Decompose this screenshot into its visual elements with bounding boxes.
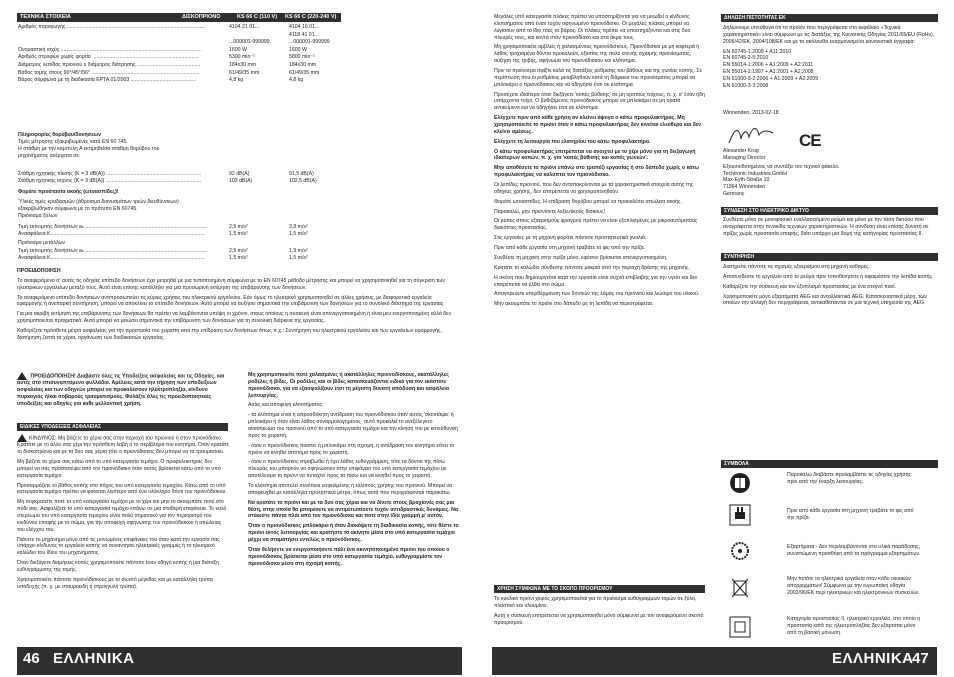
warning-box	[17, 372, 229, 408]
safety-paragraph: Μην ακουμπάτε το πριόνι στο δάπεδο με τη λεπίδα να περιστρέφεται.	[494, 301, 654, 308]
noise-title: Πληροφορίες θορύβου/δονήσεων	[18, 132, 101, 138]
kickback-paragraph: - όταν ο πριονόδισκος στραβωθεί ή έχει λάθος ευθυγράμμιση, τότε τα δόντια της πίσω πλευράς του μπορούν να σφηνώσουν στην επιφάνεια του υπό κατεργασία τεμαχίου με αποτέλεσμα το πριόνι να πεταχτεί προς τα πίσω και να κινηθεί προς το χειριστή.	[248, 459, 447, 480]
caution-block	[17, 268, 455, 345]
bin-icon	[729, 576, 751, 598]
standard-item: EN 55014-2:1997 + A1:2001 + A2:2008	[723, 69, 814, 76]
safety-paragraph: Ο κάτω προφυλακτήρας επιτρέπεται να ανοιχτεί με το χέρι μόνο για τη διεξαγωγή ιδιαίτερων κοπών, π. χ. για 'κοπές βύθισης και κοπές γωνιών'.	[494, 148, 696, 162]
connection-text: Συνδέετε μόνο σε μονοφασικό εναλλασσόμενο ρεύμα και μόνο με την τάση δικτύου που αναγράφεται στην πινακίδα τεχνικών χαρακτηριστικών. Η σύνδεση είναι επίσης δυνατή σε πρίζες χωρίς προστασία επαφής, διότι υπάρχει μια δομή της κατηγορίας προστασίας II.	[723, 217, 929, 237]
kickback-paragraph: Το κλότσημα αποτελεί συνέπεια εσφαλμένης ή ελλιπούς χρήσης του πριονιού. Μπορεί να αποφευχθεί με κατάλληλα προληπτικά μέτρα, όπως αυτά που περιγράφονται παρακάτω.	[248, 483, 453, 496]
standard-item: EN 61000-3-2:2006 + A1:2009 + A2:2009	[723, 76, 819, 83]
kickback-paragraph: Αιτίες και αποφυγή κλοτσήματος:	[248, 402, 324, 409]
standard-item: EN 60745-1:2009 + A11:2010	[723, 48, 792, 55]
spec-label: Αριθμός παραγωγής ................................................................................................	[18, 24, 206, 30]
safety-paragraph: ΚΙΝΔΥΝΟΣ: Μη βάζετε τα χέρια σας στην περιοχή του πριονιού ή στον πριονόδισκο. Κρατάτε με το άλλο σας χέρι την πρόσθετη λαβή ή το περίβλημα του κινητήρα. Όταν κρατάτε το δισκοπρίονο και με τα δυο σας χέρια τότε ο πριονόδισκος δεν μπορεί να τα τραυματίσει.	[17, 435, 229, 456]
maintenance-paragraph: Αποσυνδέστε το εργαλείο από το ρεύμα πριν τοποθετήσετε ή αφαιρέσετε την λεπίδα κοπής.	[723, 273, 934, 280]
spec-label: Ονομαστική ισχύς ..................................................................................................	[18, 46, 202, 53]
signer-name: Alexander Krug	[723, 148, 759, 154]
auth-line: Techtronic Industries GmbH	[723, 170, 788, 177]
declaration-text	[723, 25, 935, 90]
spec-label: Τιμή εκπομπής δονήσεων aₕ ....................................................................................	[18, 248, 207, 254]
vib-line: Πριόνισμα ξύλων	[18, 212, 58, 219]
right-page	[477, 0, 954, 677]
vib-line: εξακριβωθήκαν σύμφωνα με το πρότυπο EN 60745.	[18, 205, 138, 212]
safety-paragraph: Μη βάζετε τα χέρια σας κάτω από το υπό κατεργασία τεμάχιο. Ο προφυλακτήρας δεν μπορεί να σας προστατέψει από τον πριονόδισκο όταν αυτός βρίσκεται κάτω από το υπό κατεργασία τεμάχιο.	[17, 458, 221, 479]
symbol-row	[729, 472, 929, 502]
noise-block	[18, 132, 338, 159]
spec-label: Τιμή εκπομπής δονήσεων aₕ ....................................................................................	[18, 224, 207, 230]
spec-value-230v: 3,8 m/s²	[289, 224, 308, 230]
special-safety-header: ΕΙΔΙΚΕΣ ΥΠΟΔΕΙΞΕΙΣ ΑΣΦΑΛΕΙΑΣ	[17, 423, 228, 431]
auth-line: Germany	[723, 191, 745, 198]
kickback-paragraph: Να κρατάτε το πριόνι και με τα δυο σας χέρια και να δίνετε στους βραχίονές σας μια θέση, στην οποία θα μπορέσετε να αντιμετωπίσετε τυχόν αντιδραστικές δυνάμεις. Να στέκεστε πάντα πλάι από τον πριονόδισκο και ποτέ στην ίδια γραμμή μ' αυτόν.	[248, 499, 459, 520]
symbols-header: ΣΥΜΒΟΛΑ	[721, 460, 938, 468]
connection-header: ΣΥΝΔΕΣΗ ΣΤΟ ΗΛΕΚΤΡΙΚΟ ΔΙΚΤΥΟ	[721, 207, 938, 215]
spec-value-110v: 1600 W	[229, 46, 247, 53]
ce-mark: CE	[799, 131, 821, 150]
safety-paragraph: Φοράτε ωτοασπίδες. Η επίδραση θορύβου μπορεί να προκαλέσει απώλεια ακοής.	[494, 198, 682, 205]
standard-item: EN 61000-3-3:2008	[723, 82, 769, 89]
spec-value-230v: 1,5 m/s²	[289, 231, 308, 238]
kickback-paragraph: Όταν θελήσετε να ενεργοποιήσετε πάλι ένα ακινητοποιημένο πριόνι του οποίου ο πριονόδισκος βρίσκεται μέσα στο υπό κατεργασία τεμάχιο, ευθυγραμμίστε τον πριονόδισκο μέσα στη σχισμή κοπής.	[248, 546, 450, 567]
safety-paragraph: Προσαρμόζετε το βάθος κοπής στο πάχος του υπό κατεργασία τεμαχίου. Κάτω από το υπό κατεργασία τεμάχιο πρέπει να φαίνεται λιγότερο από ένα ολόκληρο δόντι του πριονόδισκου.	[17, 482, 227, 496]
noise-line: μηχανήματος ανέρχεται σε:	[18, 152, 81, 159]
spec-col1: KS 66 C (110 V)	[237, 14, 278, 20]
safety-paragraph: Χρησιμοποιείτε πάντοτε πριονόδισκους με το σωστό μέγεθος και με κατάλληλη τρύπα υποδοχής (π. χ. με σταυροειδή ή στρογγυλή τρύπα).	[17, 576, 213, 590]
kickback-text	[248, 372, 460, 570]
spec-label: Αριθμός στροφών χωρίς φορτίο ..........................................................................	[18, 54, 199, 61]
safety-paragraph: Στις εργασίες με τη μηχανή φοράτε πάντοτε προστατευτικά γυαλιά.	[494, 235, 647, 242]
spec-value-230v: 102,5 dB(A)	[289, 178, 317, 185]
auth-line: 71364 Winnenden	[723, 184, 766, 191]
safety-paragraph: Μεγάλες υπό κατεργασία πλάκες πρέπει να υποστηρίζονται για να μειωθεί ο κίνδυνος κλοτσήματος από έναν τυχόν σφηνωμένο πριονόδισκο. Οι μεγάλες πλάκες μπορεί να λυγίσουν από το ίδιο τους το βάρος. Οι πλάκες πρέπει να υποστηρίζονται και στις δυο πλευρές τους, και κοντά στον πριονόδισκο και στα άκρα τους.	[494, 14, 691, 41]
safety-paragraph: Παρακαλώ, μην πριονίσετε λοξευτικούς δίσκους!	[494, 208, 605, 215]
safety-paragraph: Κρατάτε το καλώδιο σύνδεσης πάντοτε μακριά από την περιοχή δράσης της μηχανής.	[494, 264, 690, 271]
spec-value-110v: 184x30 mm	[229, 62, 257, 68]
maintenance-paragraph: Χρησιμοποιείτε μόνο εξαρτήματα AEG και ανταλλακτικά AEG. Κατασκευαστικά μέρη, των οποίων την αλλαγή δεν περιγράφεται, αντικαθίστανται σε μια τεχνική υπηρεσία της AEG.	[723, 293, 927, 307]
spec-value-230v: 4,8 kg	[289, 77, 304, 84]
safety-paragraph: Μη χρησιμοποιείτε αμβλείς ή χαλασμένους πριονόδισκους. Πριονόδισκοι με μη κοφτερά ή λάθος τροχισμένα δόντια προκαλούν, εξαιτίας της πολύ στενής σχισμής πριονίσματος, αύξηση της τριβής, σφήνωμα του πριονόδισκου και κλότσημα.	[494, 44, 700, 65]
safety-paragraph: Πιάνετε το μηχάνημα μόνο από τις μονωμένες επιφάνειες του όταν κατά την εργασία σας υπάρχει κίνδυνος το εργαλείο κοπής να συναντήσει ηλεκτρικές γραμμές ή το ηλεκτρικό καλώδιο του ίδιου του μηχανήματος.	[17, 536, 220, 557]
caution-paragraph: Το αναφερόμενο σ' αυτές τις οδηγίες επίπεδο δονήσεων έχει μετρηθεί με μια τυποποιημένη σύμφωνα με το EN 60745 μέθοδο μέτρησης και μπορεί να χρησιμοποιηθεί για τη σύγκριση των ηλεκτρικών εργαλείων μεταξύ τους. Αυτό είναι επίσης κατάλληλο για μια προσωρινή εκτίμηση της επιβάρυνσης των δονήσεων.	[17, 277, 445, 291]
maintenance-text	[723, 264, 935, 310]
caution-paragraph: Για μια ακριβή εκτίμηση της επιβάρυνσης των δονήσεων θα πρέπει να λαμβάνονται υπόψη οι χρόνοι, στους οποίους η συσκευή είναι απενεργοποιημένη ή είναι μεν ενεργοποιημένη αλλά δεν χρησιμοποιείται πραγματικά. Αυτό μπορεί να μειώσει σημαντικά την επιβάρυνση των δονήσεων για τη συνολική διάρκεια της εργασίας.	[17, 311, 452, 325]
spec-value-230v: ...000001-999999	[289, 39, 330, 46]
safety-paragraph: Ελέγχετε τη λειτουργία του ελατηρίου του κάτω προφυλακτήρα.	[494, 138, 651, 145]
spec-label: Βάθος τομής στους 90°/45°/56° ...........................................................................	[18, 69, 200, 76]
symbol-row	[729, 504, 929, 538]
ear-note: Φοράτε προστασία ακοής (ωτοασπίδες)!	[18, 189, 119, 195]
caution-paragraph: Το αναφερόμενο επίπεδο δονήσεων αντιπροσωπεύει τις κύριες χρήσεις του ηλεκτρικού εργαλείου. Εάν όμως το ηλεκτρικό χρησιμοποιηθεί σε άλλες χρήσεις, με διαφορετικά εργαλεία εφαρμογής ή ανεπαρκή συντήρηση, μπορεί να αποκλίνει το επίπεδο δονήσεων. Αυτό μπορεί να αυξήσει σημαντικά την επιβάρυνση των δονήσεων για το συνολικό διάστημα της εργασίας.	[17, 294, 445, 308]
usage-text	[494, 596, 706, 629]
plug-icon	[729, 504, 751, 526]
usage-header: ΧΡΗΣΗ ΣΥΜΦΩΝΑ ΜΕ ΤΟ ΣΚΟΠΟ ΠΡΟΟΡΙΣΜΟΥ	[494, 585, 705, 593]
auth-line: Εξουσιοδοτημένος να συντάξει τον τεχνικό φάκελο.	[723, 163, 840, 170]
safety-paragraph: Οι ρύπες στους εξαερισμούς φραγμού πρέπει να είναι εξοπλισμένες με μικροαυτόματους διακόπτες προστασίας.	[494, 218, 698, 232]
noise-line: Τιμές μέτρησης εξακριβωμένες κατά EN 60 745.	[18, 138, 128, 145]
spec-value-110v: 92 dB(A)	[229, 171, 250, 177]
spec-value-110v: 2,5 m/s²	[229, 224, 248, 230]
noise-line: Η στάθμη με την καμπύλη A εκτιμηθείσα στάθμη θορύβου του	[18, 145, 160, 152]
spec-value-110v: 61/49/35 mm	[229, 69, 260, 76]
declaration-place: Winnenden, 2013-02-18	[723, 110, 779, 116]
maintenance-paragraph: Καθαρίζετε την συσκευή και τον εξοπλισμό προστασίας με ένα στεγνό πανί.	[723, 283, 896, 290]
safety-paragraph: Προσέχετε ιδιαίτερα όταν διεξάγετε 'κοπές βύθισης' σε μη ορατούς τοίχους, π. χ. σ' έναν ήδη υπάρχοντα τοίχο. Ο βυθιζόμενος πριονόδισκος μπορεί να μπλοκάρει σε μη ορατά αντικείμενα και να οδηγήσει έτσι σε κλότσημα.	[494, 91, 705, 112]
safety-paragraph: Οι λεπίδες πριονιού, που δεν ανταποκρίνονται με τα χαρακτηριστικά στοιχεία αυτής της οδηγίας χρήσης, δεν επιτρέπεται να χρησιμοποιηθούν.	[494, 182, 694, 195]
symbol-row	[729, 616, 929, 642]
safety-continued	[494, 14, 706, 311]
page-language: ΕΛΛΗΝΙΚΑ	[53, 650, 135, 667]
symbol-row	[729, 540, 929, 574]
spec-value-230v: 5800 min⁻¹	[289, 54, 315, 61]
usage-paragraph: Αυτή η συσκευή επιτρέπεται να χρησιμοποιηθεί μόνο σύμφωνα με τον αναφερόμενο σκοπό προορισμού.	[494, 612, 704, 626]
usage-paragraph: Το κυκλικό πριόνι χειρός χρησιμοποιείται για το πριόνισμα ευθύγραμμων τομών σε ξύλο, πλαστικό και αλουμίνιο.	[494, 596, 697, 609]
kickback-paragraph: Μη χρησιμοποιείτε ποτέ χαλασμένες ή ακατάλληλες πριονοδίσκους, ακατάλληλες ροδέλες ή βίδες. Οι ροδέλες και οι βίδες κατασκευάζονται ειδικά για τον εκάστοτε πριονόδισκο, για να εξασφαλίζουν έτσι τη μέγιστη δυνατή απόδοση και ασφάλεια λειτουργίας.	[248, 372, 450, 399]
danger-icon	[17, 434, 27, 442]
spec-value-230v: 1,9 m/s²	[289, 248, 308, 254]
safety-paragraph: Συνδέετε τη μηχανή στην πρίζα μόνο, εφόσον βρίσκεται απενεργοποιημένη.	[494, 254, 668, 261]
symbol-text: Πριν από κάθε εργασία στη μηχανή τραβάτε το φις από την πρίζα.	[787, 508, 914, 521]
page-language: ΕΛΛΗΝΙΚΑ	[832, 650, 914, 667]
spec-value-230v: 4104 16 01...	[289, 24, 320, 30]
page-number: 46	[23, 650, 40, 667]
maintenance-paragraph: Διατηρείτε πάντοτε τις σχισμές εξαερισμού στη μηχανή καθαρές.	[723, 264, 870, 270]
spec-label: Ανασφάλεια K...........................................................................................................	[18, 231, 205, 238]
signer-title: Managing Director	[723, 154, 766, 161]
vib-line: Ύλικές τιμές κραδασμών (άθροισμα διανυσμάτων τριών διευθύνσεων)	[18, 199, 179, 205]
page-number: 47	[912, 650, 929, 667]
maintenance-header: ΣΥΝΤΗΡΗΣΗ	[721, 253, 938, 261]
spec-value-110v: ...000001-999999	[229, 39, 270, 46]
standard-item: EN 60745-2-5:2010	[723, 55, 769, 62]
warning-text: ΠΡΟΕΙΔΟΠΟΙΗΣΗ! Διαβάστε όλες τις Υποδείξεις ασφαλείας και τις Οδηγίες, και αυτές στο επισυναπτόμενο φυλλάδιο. Αμέλειες κατά την τήρηση των υποδείξεων ασφαλείας και των οδηγιών μπορεί να προκαλέσουν ηλεκτροπληξία, κίνδυνο πυρκαγιάς ή/και σοβαρούς τραυματισμούς. Φυλάξτε όλες τις προειδοποιητικές υποδείξεις και οδηγίες για καθε μελλοντική χρήση.	[17, 373, 225, 407]
declaration-paragraph: Δηλώνουμε υπεύθυνα ότι το προϊόν που περιγράφεται στο κεφάλαιο «Τεχνικά χαρακτηριστικά» είναι σύμφωνο με τις διατάξεις της Κοινοτικής Οδηγίας 2011/65/EU (RoHs), 2006/42/EK, 2004/108/EK και με τα ακόλουθα εναρμονισμένα κανονιστικά έγγραφα:	[723, 25, 935, 45]
declaration-header: ΔΗΛΩΣΗ ΠΙΣΤΟΤΗΤΑΣ ΕΚ	[721, 14, 938, 22]
safety-paragraph: Μη συγκρατείτε ποτέ το υπό κατεργασία τεμάχιο με το χέρι και μην το ακουμπάτε ποτέ στο πόδι σας. Ασφαλίζετε το υπό κατεργασία τεμάχιο επάνω σε μια σταθερή επιφάνεια. Το καλό στερέωμα του υπό κατεργασία τεμαχίου είναι πολύ σημαντικό για τον περιορισμό του κινδύνου επαφής με το σώμα, για την αποφυγή σφήνωσης του πριονόδισκου ή απώλειας του ελέγχου του.	[17, 499, 227, 533]
metal-label: Πριόνισμα μετάλλων	[18, 240, 66, 246]
auth-line: Max-Eyth-Straße 10	[723, 177, 770, 184]
spec-value-110v: 103 dB(A)	[229, 178, 253, 185]
spec-label: Στάθμη ηχητικής πίεσης (K = 3 dB(A)) ..................................................................	[18, 171, 202, 177]
kickback-paragraph: Όταν ο πριονόδισκος μπλοκάρει ή όταν διακόψετε τη διαδικασία κοπής, τότε θέστε το πριόνι εκτός λειτουργίας και κρατήστε το ακίνητο μέσα στο υπό κατεργασία τεμάχιο μέχρι να σταματήσει εντελώς ο πριονόδισκος.	[248, 523, 459, 544]
signer-block	[723, 148, 935, 198]
safety-paragraph: Απαγορεύετε υπερθέρμανση των δοντιών της λάμας του πριονιού και λιώσιμο του υλικού.	[494, 291, 700, 298]
spec-value-110v: 2,5 m/s²	[229, 248, 248, 254]
spec-value-230v: 61/49/35 mm	[289, 69, 320, 76]
symbol-row	[729, 576, 929, 614]
spec-col0: ΔΙΣΚΟΠΡΙΟΝΟ	[182, 14, 221, 20]
spec-title: ΤΕΧΝΙΚΑ ΣΤΟΙΧΕΙΑ	[20, 14, 71, 20]
spec-value-230v: 184x30 mm	[289, 62, 317, 68]
page-footer-left	[17, 647, 462, 675]
special-safety-text	[17, 434, 229, 594]
vibration-block	[18, 199, 338, 220]
spec-value-230v: 1600 W	[289, 46, 307, 53]
spec-header	[17, 13, 341, 22]
warning-icon	[17, 372, 27, 380]
caution-title: ΠΡΟΕΙΔΟΠΟΙΗΣΗ	[17, 268, 61, 274]
spec-value-110v: 5300 min⁻¹	[229, 54, 255, 61]
spec-label: Διάμετρος λεπίδας πριονιού x διάμετρος διάτρησης ............................................	[18, 62, 201, 68]
spec-label: Στάθμη ηχητικής ισχύος (K = 3 dB(A)) ..................................................................	[18, 178, 201, 185]
spec-col2: KS 66 C (220-240 V)	[285, 14, 337, 20]
spec-value-230v: 4118 41 01...	[289, 31, 319, 38]
signature-image	[727, 123, 775, 147]
spec-value-110v: 4,8 kg	[229, 77, 244, 84]
safety-paragraph: Πριν από κάθε εργασία στη μηχανή τραβάτε το φις από την πρίζα.	[494, 245, 646, 252]
spec-value-230v: 1,5 m/s²	[289, 255, 308, 262]
symbol-text: Κατηγορία προστασίας II, ηλεκτρικό εργαλείο, στο οποίο η προστασία κατά της ηλεκτροπληξίας δεν εξαρτάται μόνο από τη βασική μόνωση.	[787, 616, 921, 636]
caution-paragraph: Καθορίζετε πρόσθετα μέτρα ασφαλείας για την προστασία του χειριστή από την επίδραση των δονήσεων όπως π.χ.: Συντήρηση του ηλεκτρικού εργαλείου και των εργαλείων εφαρμογής, διατήρηση ζεστά τα χέρια, οργάνωση των διαδικασιών εργασίας.	[17, 328, 442, 341]
spec-value-230v: 91,5 dB(A)	[289, 171, 314, 177]
spec-label: Ανασφάλεια K...........................................................................................................	[18, 255, 205, 262]
accessory-icon	[729, 540, 751, 562]
page-footer-right	[492, 647, 937, 675]
standard-item: EN 55014-1:2006 + A1:2009 + A2:2011	[723, 62, 814, 69]
symbol-text: Μην πετάτε τα ηλεκτρικά εργαλεία στον κάδο οικιακών απορριμμάτων! Σύμφωνα με την ευρωπαϊκή οδηγία 2002/96/EK περί ηλεκτρικών και ηλεκτρονικών συσκευών.	[787, 576, 920, 596]
kickback-paragraph: - τα κλότσημα είναι η απροσδόκητη αντίδραση του πριονόδισκου όταν αυτός 'σκοντάψει' ή μπλοκάρει ή όταν είναι λάθος συναρμολογημένος· αυτό προκαλεί το ανεξέλεγκτο ανασήκωμα του πριονιού από το υπό κατεργασία τεμάχιο και την κίνηση του με κατεύθυνση προς το χειριστή.	[248, 412, 458, 439]
spec-value-110v: 1,5 m/s²	[229, 255, 248, 262]
safety-paragraph: Η σκόνη που δημιουργείται κατά την εργασία είναι συχνά επιβλαβής για την υγεία και δεν επιτρέπεται να έλθει στο σώμα.	[494, 274, 698, 288]
book-icon	[729, 472, 751, 494]
safety-paragraph: Μην αποθέσετε το πριόνι επάνω στο τραπέζι εργασίας ή στο δάπεδο χωρίς ο κάτω προφυλακτήρας να καλύπτει τον πριονόδισκο.	[494, 165, 700, 179]
symbol-text: Παρακαλώ διαβάστε προλαμβάστε τις οδηγίες χρήσης πριν από την έναρξη λειτουργίας.	[787, 472, 912, 485]
symbol-text: Εξαρτήματα - Δεν περιλαμβάνονται στα υλικά παράδοσης, συνιστώμενη προσθήκη από το πρόγραμμα εξαρτημάτων.	[787, 544, 921, 557]
spec-label: Βάρος σύμφωνα με τη διαδικασία EPTA 01/2003 .............................................	[18, 77, 196, 84]
spec-value-110v: 1,5 m/s²	[229, 231, 248, 238]
class2-icon	[729, 616, 751, 638]
symbols-list	[721, 472, 935, 642]
kickback-paragraph: - όταν ο πριονόδισκος πιαστεί ή μπλοκάρει στη σχισμή, η αντίδραση του κινητήρα κάνει το πριόνι να κινηθεί απότομα προς το χειριστή.	[248, 442, 455, 456]
safety-paragraph: Πριν το πριόνισμα σφίξτε καλά τις διατάξεις ρύθμισης του βάθους και της γωνίας κοπής. Σε περίπτωση που οι ρυθμίσεις μεταβληθούν κατά τη διάρκεια του πριονίσματος μπορεί να μπλοκάρει ο πριονόδισκος και να οδηγήσει έτσι σε κλότσημα.	[494, 68, 702, 88]
spec-value-110v: 4104 21 01...	[229, 24, 260, 30]
safety-paragraph: Ελέγχετε πριν από κάθε χρήση αν κλείνει άψογα ο κάτω προφυλακτήρας. Μη χρησιμοποιείτε το πριόνι όταν ο κάτω προφυλακτήρας δεν κινείται ελεύθερα και δεν κλείνει αμέσως.	[494, 115, 702, 135]
safety-paragraph: Όταν διεξάγετε διαμήκεις κοπές χρησιμοποιείτε πάντοτε έναν οδηγό κοπής ή μια διάταξη ευθυγράμμισης της τομής.	[17, 560, 219, 573]
